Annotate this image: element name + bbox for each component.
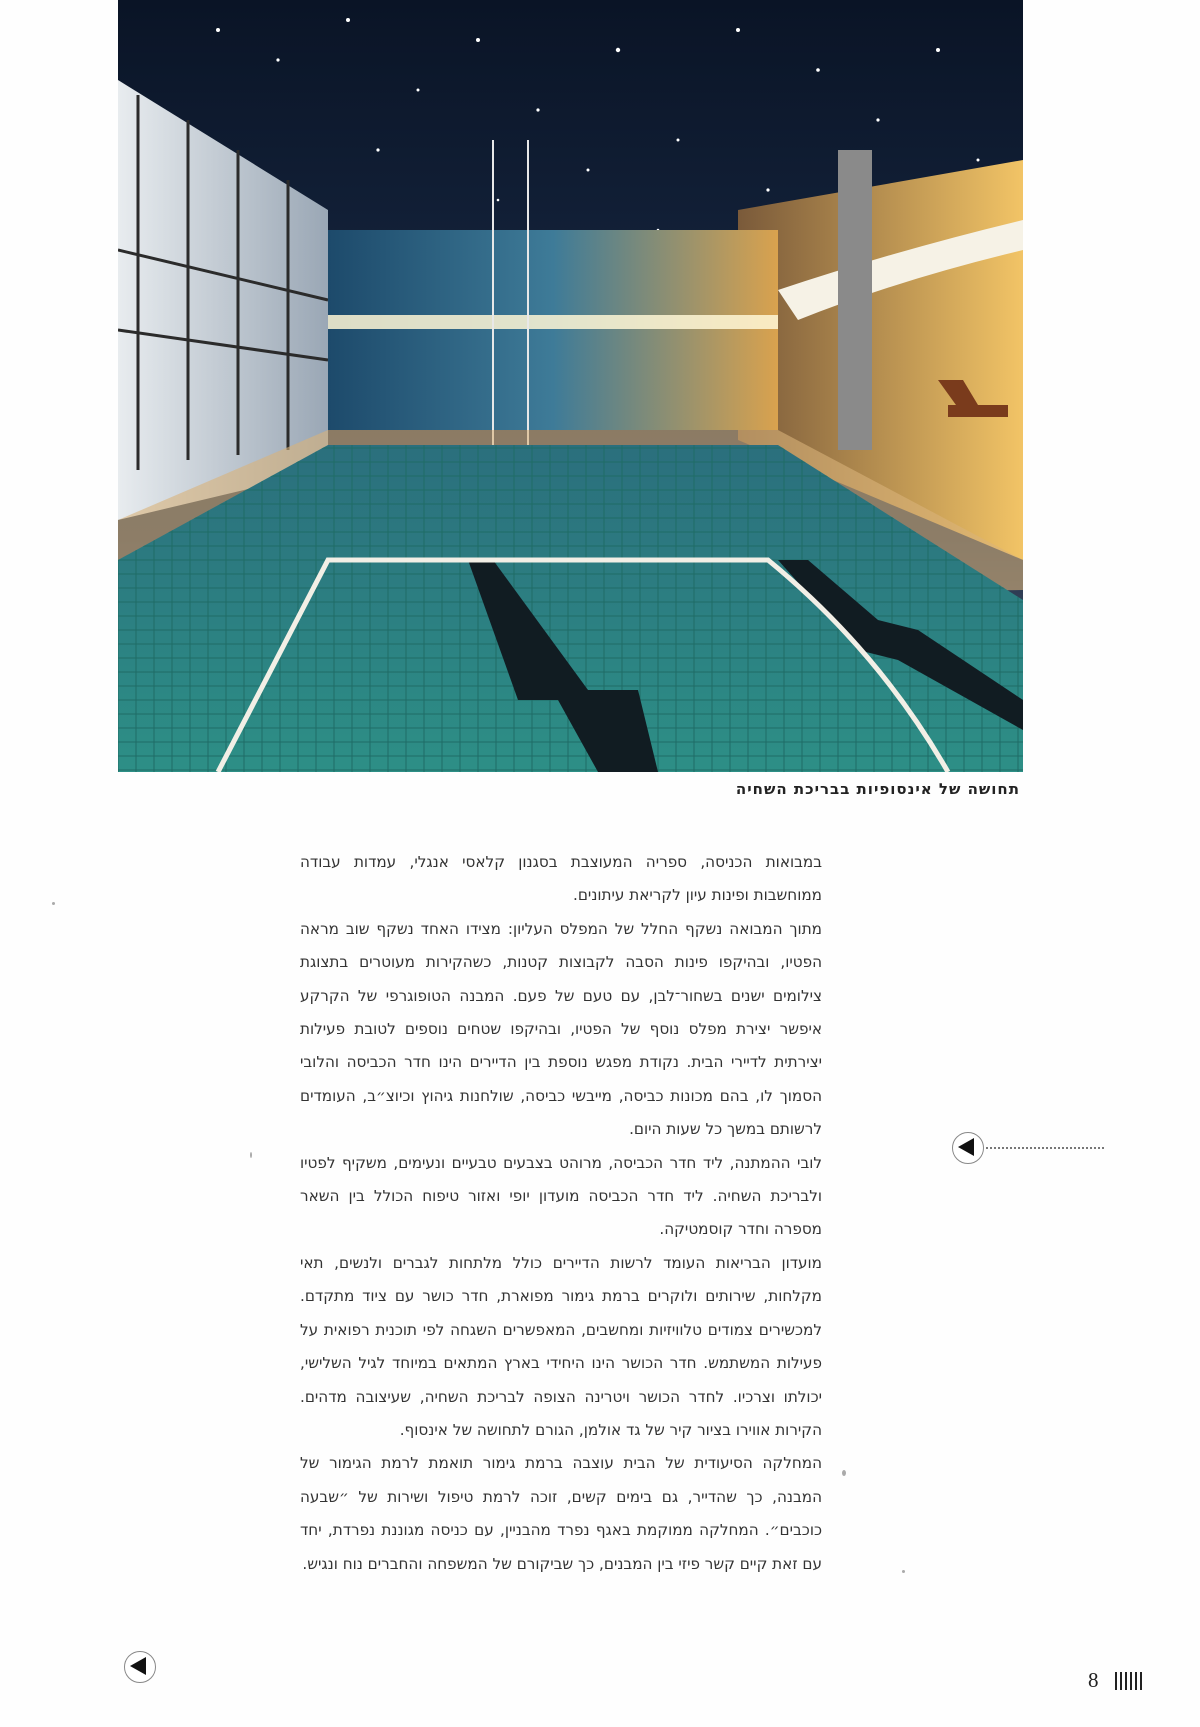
print-speck (902, 1570, 905, 1573)
print-speck (842, 1470, 846, 1476)
article-body (300, 846, 822, 1581)
page-turn-arrow (124, 1651, 158, 1685)
article-paragraph: במבואות הכניסה, ספריה המעוצבת בסגנון קלאסי אנגלי, עמדות עבודה ממוחשבות ופינות עיון לקריאת עיתונים. (300, 853, 822, 905)
page-bars-decoration (1115, 1672, 1145, 1690)
dotted-leader-line (986, 1147, 1104, 1149)
article-paragraph: לובי ההמתנה, ליד חדר הכביסה, מרוהט בצבעים טבעיים ונעימים, משקיף לפטיו ולבריכת השחיה. ליד חדר הכביסה מועדון יופי ואזור טיפוח הכולל בין השאר מספרה וחדר קוסמטיקה. (300, 1153, 822, 1239)
print-speck (52, 902, 55, 905)
article-paragraph: מועדון הבריאות העומד לרשות הדיירים כולל מלתחות לגברים ולנשים, תאי מקלחות, שירותים ולוקרים ברמת גימור מפוארת, חדר כושר עם ציוד מתקדם. למכשירים צמודים טלוויזיות ומחשבים, המאפשרים השגחה לפי תוכנית רפואית על פעילות המשתמש. חדר הכושר הינו היחידי בארץ המתאים במיוחד לגיל השלישי, יכולתו וצרכיו. לחדר הכושר ויטרינה הצופה לבריכת השחיה, שעיצובה מדהים. הקירות אווירו בציור קיר של גד אולמן, הגורם לתחושה של אינסוף. (300, 1253, 822, 1439)
triangle-left-icon (958, 1138, 974, 1156)
pool-photo (118, 0, 1023, 772)
arrow-pointer-marker (952, 1132, 1152, 1166)
photo-caption: תחושה של אינסופיות בבריכת השחיה (735, 780, 1020, 798)
article-paragraph: מתוך המבואה נשקף החלל של המפלס העליון: מצידו האחד נשקף שוב מראה הפטיו, ובהיקפו פינות הסבה לקבוצות קטנות, כשהקירות מעוטרים בתצוגת צילומים ישנים בשחור־לבן, עם טעם של פעם. המבנה הטופוגרפי של הקרקע איפשר יצירת מפלס נוסף של הפטיו, ובהיקפו שטחים נוספים לטובת פעילות יצירתית לדיירי הבית. נקודת מפגש נוספת בין הדיירים הינו חדר הכביסה והלובי הסמוך לו, בהם מכונות כביסה, מייבשי כביסה, שולחנות גיהוץ וכיוצ״ב, העומדים לרשותם במשך כל שעות היום. (300, 919, 822, 1139)
triangle-left-icon (130, 1657, 146, 1675)
print-speck (250, 1152, 252, 1158)
article-paragraph: המחלקה הסיעודית של הבית עוצבה ברמת גימור תואמת לרמת הגימור של המבנה, כך שהדייר, גם בימים קשים, זוכה לרמת טיפול ושירות של ״שבעה כוכבים״. המחלקה ממוקמת באגף נפרד מהבניין, עם כניסה מגוננת נפרדת, יחד עם זאת קיים קשר פיזי בין המבנים, כך שביקורם של המשפחה והחברים נוח ונגיש. (300, 1454, 822, 1573)
page-number: 8 (1088, 1668, 1099, 1692)
